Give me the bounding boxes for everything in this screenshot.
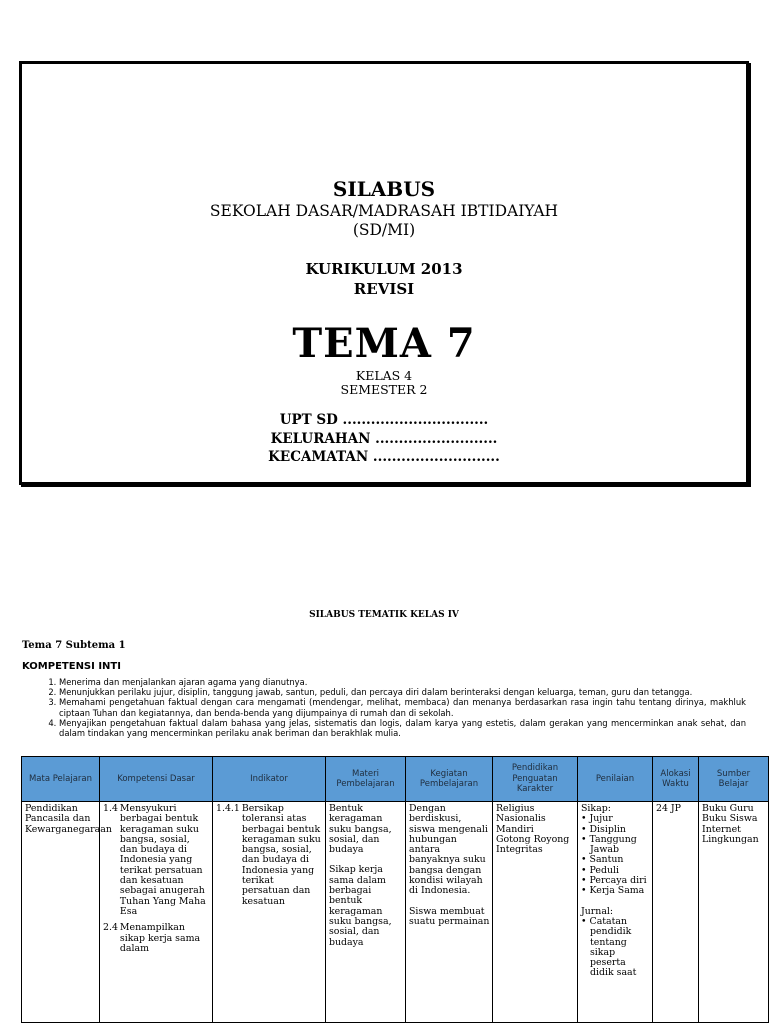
cover-school-line2: (SD/MI)	[352, 221, 416, 239]
cover-tema: TEMA 7	[292, 320, 476, 367]
ki-item: 4. Menyajikan pengetahuan faktual dalam bahasa yang jelas, sistematis dan logis, dalam karya yang estetis, dalam gerakan yang mencerminkan anak sehat, dan dalam tindakan yang mencerminkan perilaku anak beriman dan berakhlak mulia.	[59, 718, 746, 738]
cover-semester: SEMESTER 2	[340, 382, 428, 397]
sikap-list: • Jujur • Disiplin • Tanggung Jawab • Santun • Peduli • Percaya diri • Kerja Sama	[581, 814, 650, 896]
cell-alokasi: 24 JP	[653, 802, 699, 1023]
silabus-title: SILABUS TEMATIK KELAS IV	[309, 610, 459, 620]
cell-indikator	[213, 802, 326, 1023]
jurnal-list: • Catatan pendidik tentang sikap peserta didik saat	[581, 917, 650, 979]
table-row	[22, 802, 769, 1023]
cover-kelurahan: KELURAHAN ..........................	[270, 431, 498, 447]
ki-item: 1. Menerima dan menjalankan ajaran agama yang dianutnya.	[59, 677, 746, 687]
cell-sumber: Buku Guru Buku Siswa Internet Lingkungan	[699, 802, 769, 1023]
cell-mapel: Pendidikan Pancasila dan Kewarganegaraan	[22, 802, 100, 1023]
tema-subtema: Tema 7 Subtema 1	[22, 640, 126, 651]
ki-item: 2. Menunjukkan perilaku jujur, disiplin, tanggung jawab, santun, peduli, dan percaya diri dalam berinteraksi dengan keluarga, teman, guru dan tetangga.	[59, 687, 746, 697]
header-penilaian: Penilaian	[578, 757, 653, 802]
header-materi: Materi Pembelajaran	[326, 757, 406, 802]
kd-item: 1.4 Mensyukuri berbagai bentuk keragaman suku bangsa, sosial, dan budaya di Indonesia yang terikat persatuan dan kesatuan sebagai anugerah Tuhan Yang Maha Esa	[103, 803, 206, 917]
header-alokasi: Alokasi Waktu	[653, 757, 699, 802]
cell-kegiatan: Dengan berdiskusi, siswa mengenali hubungan antara banyaknya suku bangsa dengan kondisi wilayah di Indonesia. Siswa membuat suatu permainan	[406, 802, 493, 1023]
header-karakter: Pendidikan Penguatan Karakter	[493, 757, 578, 802]
cover-kelas: KELAS 4	[355, 368, 413, 383]
cell-kompetensi-dasar	[100, 802, 213, 1023]
indikator-item: 1.4.1 Bersikap toleransi atas berbagai bentuk keragaman suku bangsa, sosial, dan budaya di Indonesia yang terikat persatuan dan kesatuan	[216, 803, 321, 907]
header-sumber: Sumber Belajar	[699, 757, 769, 802]
table-header-row	[22, 757, 769, 802]
header-kompetensi-dasar: Kompetensi Dasar	[100, 757, 213, 802]
kompetensi-inti-heading: KOMPETENSI INTI	[22, 661, 121, 672]
cover-revisi: REVISI	[353, 280, 415, 298]
header-kegiatan: Kegiatan Pembelajaran	[406, 757, 493, 802]
cover-box	[19, 61, 749, 485]
cell-penilaian: Sikap: • Jujur • Disiplin • Tanggung Jawab • Santun • Peduli • Percaya diri • Kerja Sama Jurnal: • Catatan pendidik tentang sikap peserta didik saat	[578, 802, 653, 1023]
ki-item: 3. Memahami pengetahuan faktual dengan cara mengamati (mendengar, melihat, membaca) dan menanya berdasarkan rasa ingin tahu tentang dirinya, makhluk ciptaan Tuhan dan kegiatannya, dan benda-benda yang dijumpainya di rumah dan di sekolah.	[59, 697, 746, 717]
kompetensi-inti-list	[22, 677, 746, 738]
cover-upt: UPT SD ...............................	[279, 412, 489, 428]
cover-kurikulum: KURIKULUM 2013	[305, 260, 463, 278]
header-mata-pelajaran: Mata Pelajaran	[22, 757, 100, 802]
cell-karakter: Religius Nasionalis Mandiri Gotong Royong Integritas	[493, 802, 578, 1023]
kd-item: 2.4 Menampilkan sikap kerja sama dalam	[103, 922, 201, 954]
cover-school-line1: SEKOLAH DASAR/MADRASAH IBTIDAIYAH	[209, 202, 559, 220]
silabus-table	[21, 756, 769, 1023]
cell-materi: Bentuk keragaman suku bangsa, sosial, dan budaya Sikap kerja sama dalam berbagai bentuk keragaman suku bangsa, sosial, dan budaya	[326, 802, 406, 1023]
cover-kecamatan: KECAMATAN ...........................	[268, 449, 500, 465]
cover-title: SILABUS	[332, 177, 436, 201]
header-indikator: Indikator	[213, 757, 326, 802]
